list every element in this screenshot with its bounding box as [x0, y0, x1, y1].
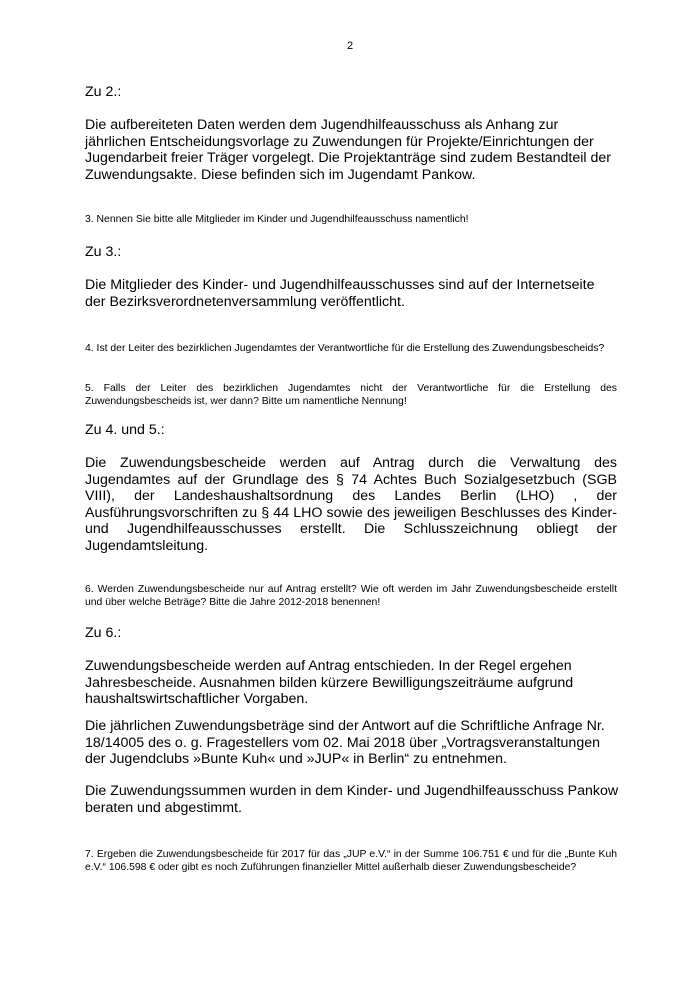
answer-6-paragraph-1: Zuwendungsbescheide werden auf Antrag entschieden. In der Regel ergehen Jahresbescheide. Ausnahmen bilden kürzere Bewilligungszeiträume aufgrund haushaltswirtschaftlicher Vorgaben. [85, 658, 574, 707]
answer-4-5-text: Die Zuwendungsbescheide werden auf Antrag durch die Verwaltung des Jugendamtes auf der Grundlage des § 74 Achtes Buch Sozialgesetzbuch (SGB VIII), der Landeshaushaltsordnung des Landes Berlin (LHO) , der Ausführungsvorschriften zu § 44 LHO sowie des jeweiligen Beschlusses des Kinder- und Jugendhilfeausschusses erstellt. Die Schlusszeichnung obliegt der Jugendamtsleitung. [85, 455, 617, 554]
answer-6-paragraph-3: Die Zuwendungssummen wurden in dem Kinder- und Jugendhilfeausschuss Pankow beraten und abgestimmt. [85, 783, 619, 816]
answer-2-heading: Zu 2.: [85, 84, 122, 100]
answer-2-text: Die aufbereiteten Daten werden dem Jugendhilfeausschuss als Anhang zur jährlichen Entscheidungsvorlage zu Zuwendungen für Projekte/Einrichtungen der Jugendarbeit freier Träger vorgelegt. Die Projektanträge sind zudem Bestandteil der Zuwendungsakte. Diese befinden sich im Jugendamt Pankow. [85, 117, 612, 183]
question-3: 3. Nennen Sie bitte alle Mitglieder im Kinder und Jugendhilfeausschuss namentlich! [85, 214, 469, 225]
answer-3-heading: Zu 3.: [85, 244, 122, 260]
answer-6-heading: Zu 6.: [85, 625, 122, 641]
question-6: 6. Werden Zuwendungsbescheide nur auf Antrag erstellt? Wie oft werden im Jahr Zuwendungsbescheide erstellt und über welche Beträge? Bitte die Jahre 2012-2018 benennen! [85, 584, 617, 608]
question-5: 5. Falls der Leiter des bezirklichen Jugendamtes nicht der Verantwortliche für die Erstellung des Zuwendungsbescheids ist, wer dann? Bitte um namentliche Nennung! [85, 383, 617, 407]
answer-3-text: Die Mitglieder des Kinder- und Jugendhilfeausschusses sind auf der Internetseite der Bezirksverordnetenversammlung veröffentlicht. [85, 277, 595, 310]
question-7: 7. Ergeben die Zuwendungsbescheide für 2017 für das „JUP e.V.“ in der Summe 106.751 € und für die „Bunte Kuh e.V.“ 106.598 € oder gibt es noch Zuführungen finanzieller Mittel außerhalb dieser Zuwendungsbescheide? [85, 849, 617, 873]
question-4: 4. Ist der Leiter des bezirklichen Jugendamtes der Verantwortliche für die Erstellung des Zuwendungsbescheids? [85, 343, 605, 354]
answer-6-paragraph-2: Die jährlichen Zuwendungsbeträge sind der Antwort auf die Schriftliche Anfrage Nr. 18/14005 des o. g. Fragestellers vom 02. Mai 2018 über „Vortragsveranstaltungen der Jugendclubs »Bunte Kuh« und »JUP« in Berlin“ zu entnehmen. [85, 718, 605, 767]
page-number: 2 [346, 40, 354, 52]
answer-4-5-heading: Zu 4. und 5.: [85, 422, 165, 438]
